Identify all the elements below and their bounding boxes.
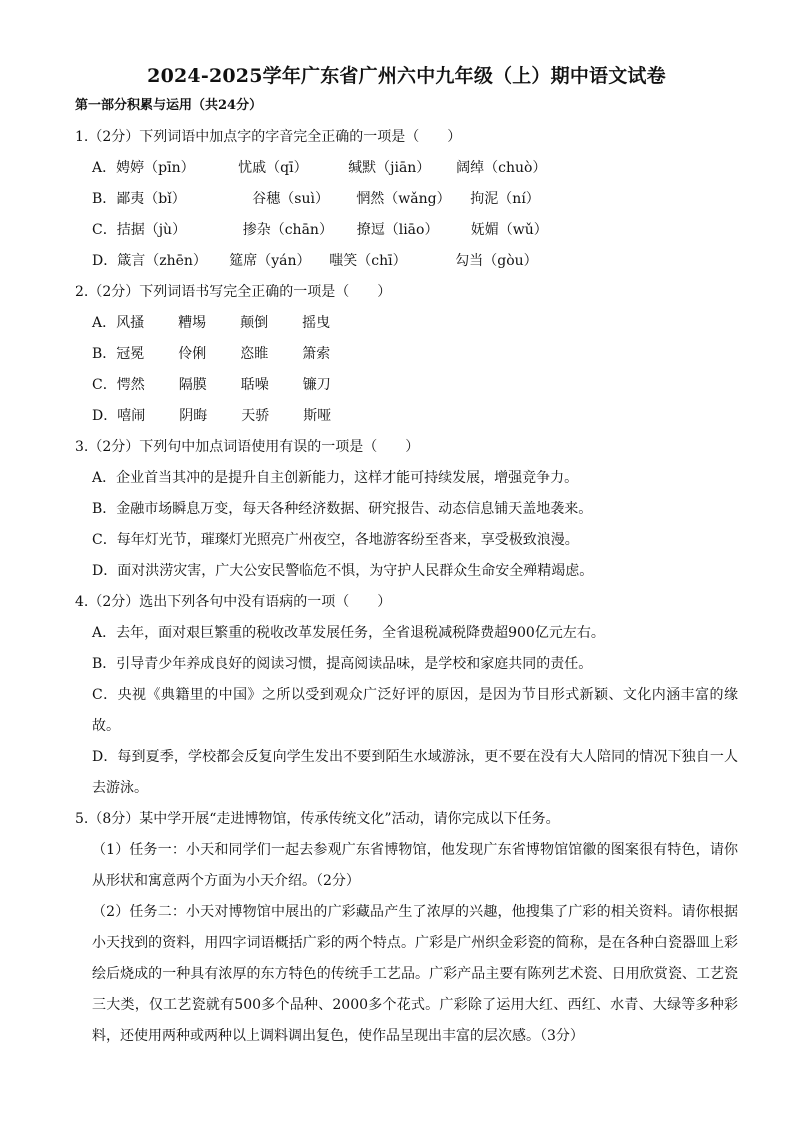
question-1-option-d: D．箴言（zhēn） 筵席（yán） 嗤笑（chī） 勾当（gòu） [92,253,538,269]
question-4-option-d: D．每到夏季，学校都会反复向学生发出不要到陌生水域游泳，更不要在没有大人陪同的情况下独自一人去游泳。 [92,749,738,796]
question-1-option-c: C．拮据（jù） 掺杂（chān） 撩逗（liāo） 妩媚（wǔ） [92,222,548,238]
question-1-option-a: A．娉婷（pīn） 忧戚（qī） 缄默（jiān） 阔绰（chuò） [92,160,547,176]
question-4-option-b: B．引导青少年养成良好的阅读习惯，提高阅读品味，是学校和家庭共同的责任。 [92,656,593,672]
question-3-option-a: A．企业首当其冲的是提升自主创新能力，这样才能可持续发展，增强竞争力。 [92,470,579,486]
question-3-option-b: B．金融市场瞬息万变，每天各种经济数据、研究报告、动态信息铺天盖地袭来。 [92,501,593,517]
exam-title: 2024-2025学年广东省广州六中九年级（上）期中语文试卷 [147,65,666,87]
section-heading: 第一部分积累与运用（共24分） [75,98,263,113]
question-4-stem: 4.（2分）选出下列各句中没有语病的一项（ ） [75,594,392,610]
question-3-option-d: D．面对洪涝灾害，广大公安民警临危不惧，为守护人民群众生命安全殚精竭虑。 [92,563,594,579]
question-4-option-a: A．去年，面对艰巨繁重的税收改革发展任务，全省退税减税降费超900亿元左右。 [92,625,605,641]
question-2-option-b: B．冠冕 伶俐 恣睢 箫索 [92,346,331,362]
question-5-stem: 5.（8分）某中学开展“走进博物馆，传承传统文化”活动，请你完成以下任务。 [75,811,560,827]
question-1-stem: 1.（2分）下列词语中加点字的字音完全正确的一项是（ ） [75,129,462,145]
question-4-option-c: C．央视《典籍里的中国》之所以受到观众广泛好评的原因，是因为节目形式新颖、文化内涵丰富的缘故。 [92,687,738,734]
question-3-stem: 3.（2分）下列句中加点词语使用有误的一项是（ ） [75,439,420,455]
question-3-option-c: C．每年灯光节，璀璨灯光照亮广州夜空，各地游客纷至沓来，享受极致浪漫。 [92,532,579,548]
question-2-option-d: D．嘻闹 阴晦 天骄 斯哑 [92,408,332,424]
question-2-stem: 2.（2分）下列词语书写完全正确的一项是（ ） [75,284,392,300]
question-2-option-a: A．风搔 糟埸 颠倒 摇曳 [92,315,331,331]
question-1-option-b: B．鄙夷（bǐ） 谷穗（suì） 惘然（wǎng） 拘泥（ní） [92,191,540,207]
question-5-task-1: （1）任务一：小天和同学们一起去参观广东省博物馆，他发现广东省博物馆馆徽的图案很有特色，请你从形状和寓意两个方面为小天介绍。（2分） [92,842,738,889]
question-2-option-c: C．愕然 隔膜 聒噪 镰刀 [92,377,331,393]
question-5-task-2: （2）任务二：小天对博物馆中展出的广彩藏品产生了浓厚的兴趣，他搜集了广彩的相关资料。请你根据小天找到的资料，用四字词语概括广彩的两个特点。广彩是广州织金彩瓷的简称，是在各种白瓷器皿上彩绘后烧成的一种具有浓厚的东方特色的传统手工艺品。广彩产品主要有陈列艺术瓷、日用欣赏瓷、工艺瓷三大类，仅工艺瓷就有500多个品种、2000多个花式。广彩除了运用大红、西红、水青、大绿等多种彩料，还使用两种或两种以上调料调出复色，使作品呈现出丰富的层次感。（3分） [92,904,738,1044]
